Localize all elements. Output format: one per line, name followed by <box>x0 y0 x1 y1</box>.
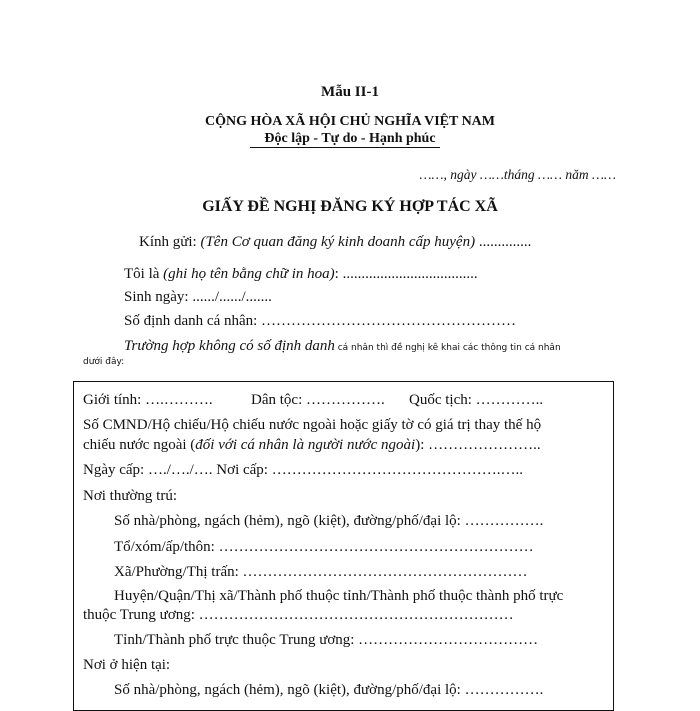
motto-underline <box>250 147 440 148</box>
ngay-cap: Ngày cấp: …./…./…. Nơi cấp: ……………………………………….….. <box>83 462 523 478</box>
kinh-gui-dots: .............. <box>475 234 532 250</box>
tinh-tp-thuong-tru: Tỉnh/Thành phố trực thuộc Trung ương: ……………………………… <box>114 632 539 648</box>
motto: Độc lập - Tự do - Hạnh phúc <box>264 131 436 146</box>
noi-o-hien-tai-label: Nơi ở hiện tại: <box>83 657 171 673</box>
so-dinh-danh-line: Số định danh cá nhân: …………………………………………… <box>124 313 517 329</box>
cmnd-line-2-b: ): ………………….. <box>415 437 541 453</box>
cmnd-line-2-italic: đối với cá nhân là người nước ngoài <box>195 437 416 453</box>
truong-hop-line <box>124 337 561 355</box>
toi-la-line <box>124 266 478 283</box>
truong-hop-rest: cá nhân thì đề nghị kê khai các thông tin cá nhân <box>334 343 561 353</box>
so-nha-hien-tai: Số nhà/phòng, ngách (hẻm), ngõ (kiệt), đường/phố/đại lộ: ……………. <box>114 682 544 698</box>
cmnd-line-1: Số CMND/Hộ chiếu/Hộ chiếu nước ngoài hoặc giấy tờ có giá trị thay thế hộ <box>83 417 542 433</box>
form-code: Mẫu II-1 <box>321 84 379 100</box>
kinh-gui-value: (Tên Cơ quan đăng ký kinh doanh cấp huyện) <box>200 234 476 250</box>
toi-la-dots: : .................................... <box>334 266 478 282</box>
huyen-quan-thuong-tru-cont: thuộc Trung ương: ……………………………………………………… <box>83 607 514 623</box>
cmnd-line-2-a: chiếu nước ngoài ( <box>83 437 196 453</box>
huyen-quan-thuong-tru: Huyện/Quận/Thị xã/Thành phố thuộc tỉnh/Thành phố thuộc thành phố trực <box>114 588 564 604</box>
dan-toc: Dân tộc: ……………. <box>251 392 385 408</box>
document-title: GIẤY ĐỀ NGHỊ ĐĂNG KÝ HỢP TÁC XÃ <box>202 198 498 215</box>
noi-thuong-tru-label: Nơi thường trú: <box>83 488 177 504</box>
gioi-tinh: Giới tính: ….………. <box>83 392 213 408</box>
so-nha-thuong-tru: Số nhà/phòng, ngách (hẻm), ngõ (kiệt), đường/phố/đại lộ: ……………. <box>114 513 544 529</box>
kinh-gui-line <box>139 234 531 251</box>
toi-la-hint: (ghi họ tên bằng chữ in hoa) <box>163 266 335 282</box>
date-line: ……, ngày ……tháng …… năm …… <box>419 167 616 182</box>
sinh-ngay-line: Sinh ngày: ....../....../....... <box>124 289 272 305</box>
kinh-gui-label: Kính gửi: <box>139 234 201 250</box>
quoc-tich: Quốc tịch: ………….. <box>409 392 544 408</box>
cmnd-line-2 <box>83 437 541 454</box>
xa-phuong-thuong-tru: Xã/Phường/Thị trấn: ………………………………………………… <box>114 564 528 580</box>
toi-la-label: Tôi là <box>124 266 164 282</box>
truong-hop-rest2: dưới đây: <box>83 357 125 367</box>
to-xom-thuong-tru: Tổ/xóm/ấp/thôn: ……………………………………………………… <box>114 539 534 555</box>
truong-hop-italic: Trường hợp không có số định danh <box>124 338 335 354</box>
country-name: CỘNG HÒA XÃ HỘI CHỦ NGHĨA VIỆT NAM <box>204 114 495 129</box>
